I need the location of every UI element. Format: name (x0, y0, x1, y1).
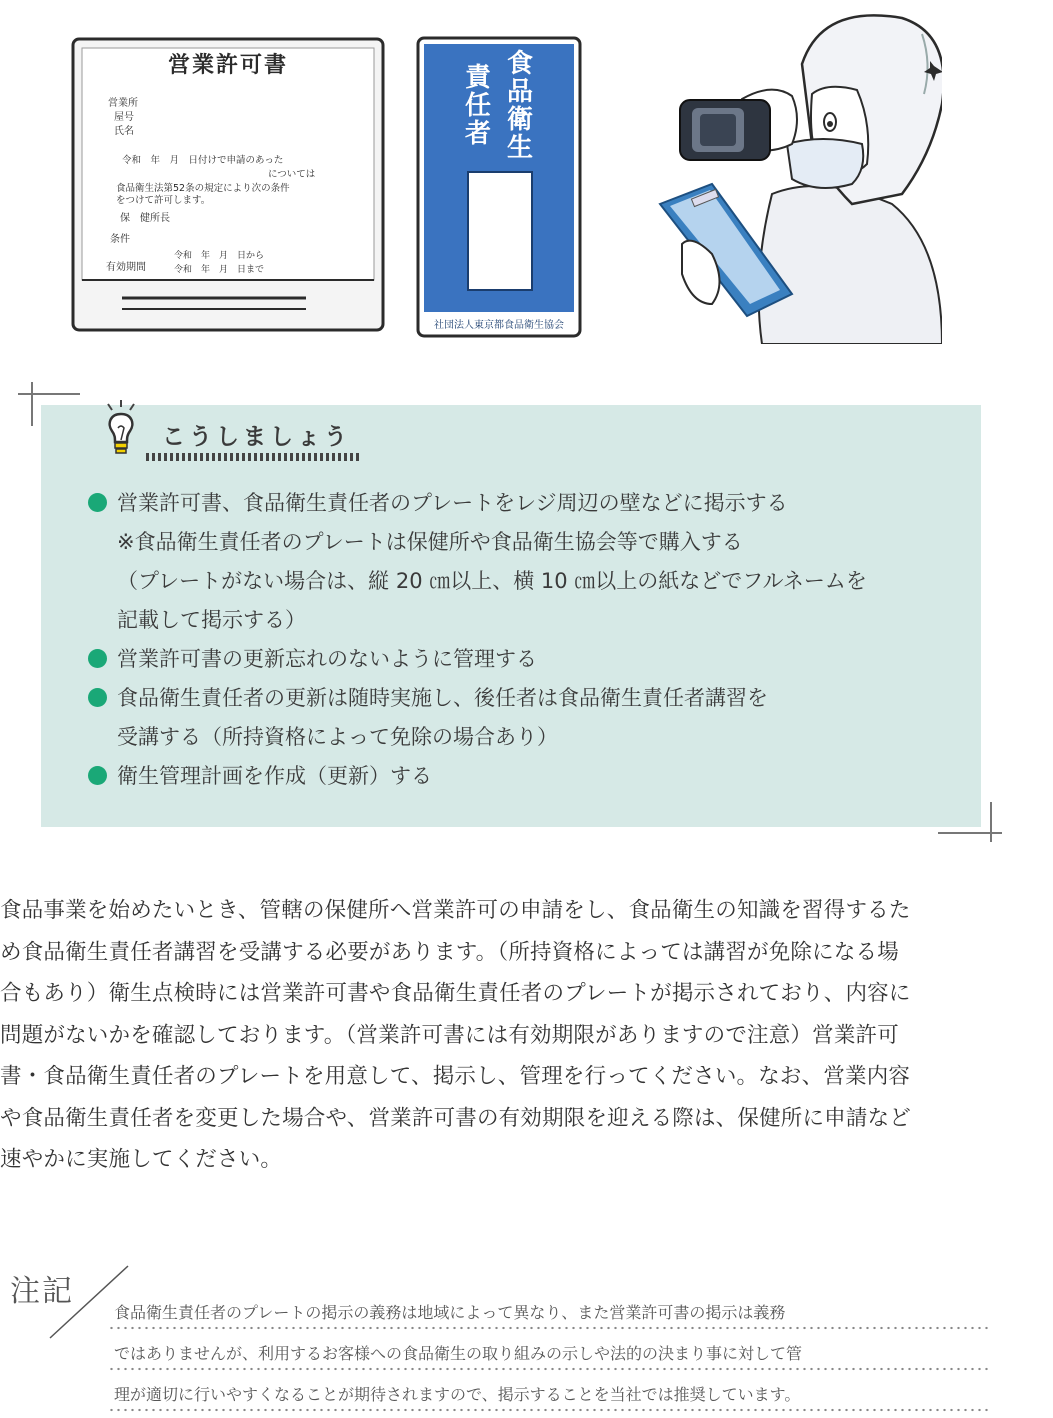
corner-mark-bottom-vertical (990, 802, 992, 842)
permit-field-3: 氏名 (114, 126, 134, 137)
bullet-icon (88, 766, 107, 785)
body-line-5: 書・食品衛生責任者のプレートを用意して、掲示し、管理を行ってください。なお、営業内容 (0, 1064, 911, 1089)
note-label: 注記 (10, 1274, 74, 1309)
tip-item-3 (88, 679, 968, 757)
note-line-3: 理が適切に行いやすくなることが期待されますので、掲示することを当社では推奨しています。 (108, 1374, 988, 1415)
permit-validity-label: 有効期間 (106, 262, 146, 273)
corner-mark-top-vertical (31, 382, 33, 426)
plate-title-right-1: 食 (506, 49, 534, 79)
tip-item-1 (88, 484, 968, 640)
permit-field-1: 営業所 (108, 98, 138, 109)
permit-statement-2: については (268, 169, 316, 180)
inspector-illustration (652, 4, 942, 344)
permit-validity-to: 令和 年 月 日まで (174, 265, 265, 275)
plate-issuer: 社団法人東京都食品衛生協会 (434, 320, 564, 331)
tip-list (88, 484, 968, 796)
plate-title-right-2: 品 (506, 77, 534, 107)
tip-item-3-line-1: 食品衛生責任者の更新は随時実施し、後任者は食品衛生責任者講習を (117, 686, 768, 710)
note-line-1: 食品衛生責任者のプレートの掲示の義務は地域によって異なり、また営業許可書の掲示は義務 (108, 1292, 988, 1333)
body-line-7: 速やかに実施してください。 (0, 1147, 283, 1172)
tip-title: こうしましょう (162, 424, 351, 450)
permit-title: 営業許可書 (167, 53, 289, 78)
business-permit-illustration (70, 36, 386, 334)
body-line-1: 食品事業を始めたいとき、管轄の保健所へ営業許可の申請をし、食品衛生の知識を習得するた (0, 898, 911, 923)
corner-mark-bottom-horizontal (938, 832, 1002, 834)
plate-title-left-1: 責 (464, 63, 492, 93)
permit-statement-3: 食品衛生法第52条の規定により次の条件 (116, 183, 290, 194)
tip-item-3-line-2: 受講する（所持資格によって免除の場合あり） (117, 725, 558, 749)
note-text (108, 1292, 988, 1415)
body-line-4: 問題がないかを確認しております。（営業許可書には有効期限がありますので注意）営業許可 (0, 1022, 899, 1048)
lightbulb-icon (100, 398, 142, 460)
tip-item-1-line-2: ※食品衛生責任者のプレートは保健所や食品衛生協会等で購入する (117, 530, 743, 554)
tip-item-1-line-4: 記載して掲示する） (117, 608, 306, 632)
permit-signatory: 保 健所長 (120, 213, 170, 224)
tip-item-4-line-1: 衛生管理計画を作成（更新）する (117, 764, 432, 788)
bullet-icon (88, 649, 107, 668)
permit-validity-from: 令和 年 月 日から (174, 251, 265, 261)
bullet-icon (88, 688, 107, 707)
permit-statement-1: 令和 年 月 日付けで申請のあった (122, 155, 284, 166)
body-line-2: め食品衛生責任者講習を受講する必要があります。（所持資格によっては講習が免除になる場 (0, 939, 899, 965)
hygiene-manager-plate-illustration (416, 36, 582, 338)
permit-statement-4: をつけて許可します。 (116, 195, 211, 206)
permit-field-2: 屋号 (114, 112, 134, 123)
plate-title-left-3: 者 (464, 119, 492, 149)
tip-item-1-line-3: （プレートがない場合は、縦 20 ㎝以上、横 10 ㎝以上の紙などでフルネームを (117, 569, 867, 593)
permit-conditions-label: 条件 (110, 234, 130, 245)
corner-mark-top-horizontal (18, 393, 80, 395)
plate-title-right-4: 生 (506, 133, 534, 163)
tip-item-1-line-1: 営業許可書、食品衛生責任者のプレートをレジ周辺の壁などに掲示する (117, 491, 788, 515)
plate-title-left-2: 任 (464, 91, 492, 121)
tip-item-2-line-1: 営業許可書の更新忘れのないように管理する (117, 647, 537, 671)
note-line-2: ではありませんが、利用するお客様への食品衛生の取り組みの示しや法的の決まり事に対して管 (108, 1333, 988, 1374)
tip-item-2 (88, 640, 968, 679)
body-line-3: 合もあり）衛生点検時には営業許可書や食品衛生責任者のプレートが掲示されており、内容に (0, 981, 911, 1006)
body-paragraph (0, 890, 1053, 1181)
tip-title-underline (146, 453, 362, 461)
tip-item-4 (88, 757, 968, 796)
bullet-icon (88, 493, 107, 512)
body-line-6: や食品衛生責任者を変更した場合や、営業許可書の有効期限を迎える際は、保健所に申請など (0, 1105, 911, 1131)
plate-title-right-3: 衛 (506, 105, 534, 135)
